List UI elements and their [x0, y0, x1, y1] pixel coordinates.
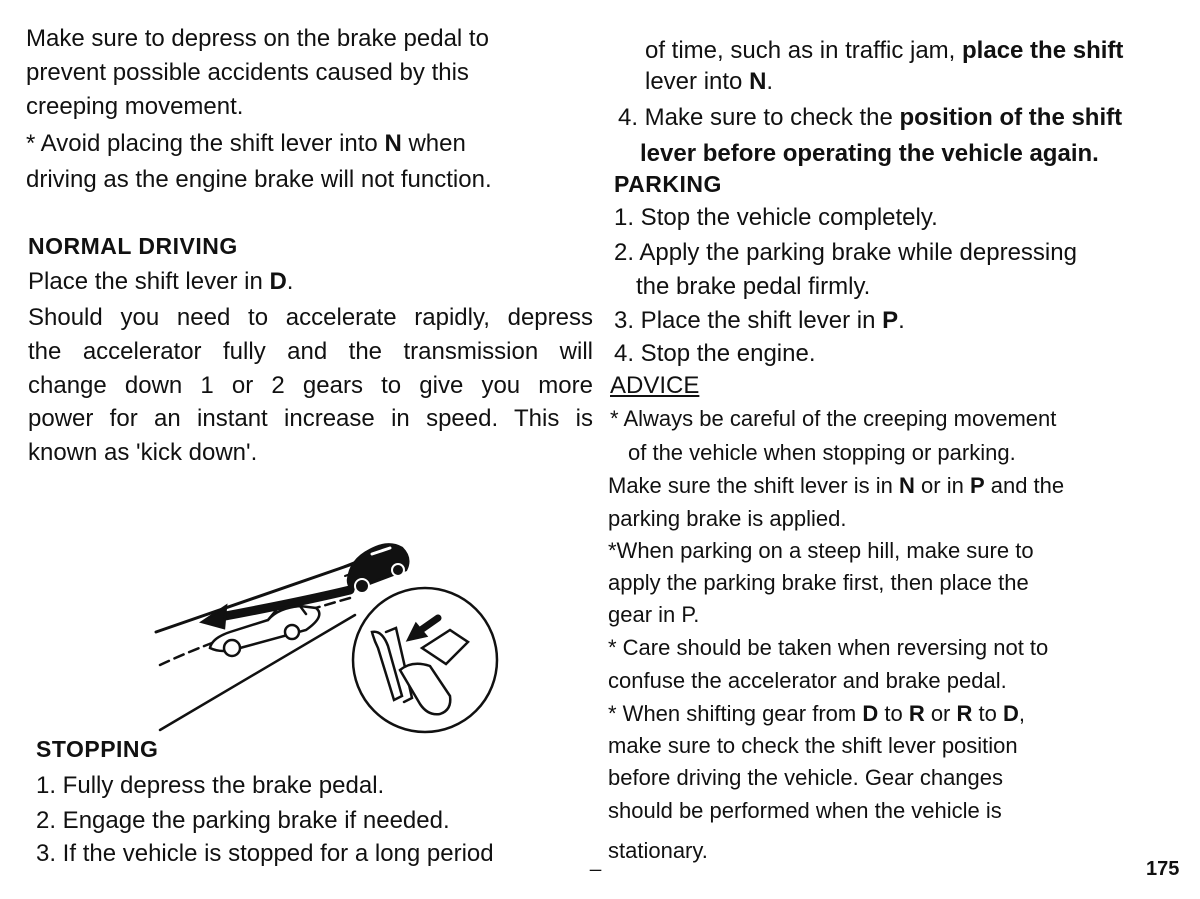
text-run: lever before operating the vehicle again.	[640, 140, 1099, 167]
text-line	[608, 567, 1029, 599]
text-run: N	[899, 473, 915, 498]
text-line	[608, 762, 1003, 794]
text-run: parking brake is applied.	[608, 506, 847, 531]
text-run: stationary.	[608, 838, 708, 863]
text-run: 4. Stop the engine.	[614, 340, 816, 367]
text-run: confuse the accelerator and brake pedal.	[608, 668, 1007, 693]
intro-line	[26, 57, 469, 89]
advice-heading: ADVICE	[610, 372, 700, 399]
text-run: before driving the vehicle. Gear changes	[608, 765, 1004, 790]
text-run: of time, such as in traffic jam,	[645, 37, 963, 64]
text-run: or	[924, 701, 957, 726]
list-item	[614, 237, 1077, 269]
intro-line	[26, 91, 243, 123]
text-run: apply the parking brake first, then place the	[608, 570, 1029, 595]
text-line	[608, 599, 699, 631]
list-item: 3. If the vehicle is stopped for a long period	[36, 840, 494, 867]
parking-heading: PARKING	[614, 171, 722, 197]
text-line	[608, 665, 1007, 697]
text-run: when	[401, 130, 466, 157]
text-run: * When shifting gear from	[608, 701, 863, 726]
paragraph-line: power for an instant increase in speed. This is	[28, 405, 593, 432]
text-run: * Avoid placing the shift lever into	[26, 130, 385, 157]
text-line	[640, 138, 1099, 170]
text-run: 4. Make sure to check the	[618, 104, 900, 131]
list-item	[614, 202, 938, 234]
list-item: 2. Engage the parking brake if needed.	[36, 807, 450, 834]
text-run: or in	[914, 473, 970, 498]
text-run: R	[956, 701, 973, 726]
paragraph-line: change down 1 or 2 gears to give you more	[28, 372, 593, 399]
text-run: Make sure to depress on the brake pedal to	[26, 25, 489, 52]
list-item	[636, 271, 870, 303]
text-line	[608, 470, 1064, 502]
text-run: place the shift	[962, 37, 1124, 64]
normal-driving-heading: NORMAL DRIVING	[28, 233, 238, 259]
text-run: creeping movement.	[26, 93, 244, 120]
paragraph-line: known as 'kick down'.	[28, 439, 258, 466]
text-run: prevent possible accidents caused by this	[26, 59, 469, 86]
text-line	[608, 698, 1025, 730]
text-line	[608, 535, 1034, 567]
text-run: gear in P.	[608, 602, 700, 627]
text-line	[618, 102, 1122, 134]
text-run: to	[972, 701, 1003, 726]
normal-driving-line	[28, 266, 293, 298]
text-line	[608, 632, 1048, 664]
footer-mark: _	[590, 850, 602, 872]
text-line	[610, 403, 1056, 435]
list-item	[614, 338, 816, 370]
page-number: 175	[1146, 858, 1180, 880]
text-line	[645, 35, 1123, 67]
intro-line	[26, 164, 492, 196]
text-line	[608, 795, 1002, 827]
text-run: P	[969, 473, 985, 498]
text-line	[628, 437, 1016, 469]
text-run: .	[766, 68, 774, 95]
text-run: Place the shift lever in	[28, 268, 270, 295]
text-run: D	[862, 701, 879, 726]
text-run: to	[878, 701, 909, 726]
text-run: make sure to check the shift lever position	[608, 733, 1018, 758]
text-run: the brake pedal firmly.	[636, 273, 871, 300]
text-run: N	[384, 130, 402, 157]
kick-down-illustration	[150, 520, 500, 740]
text-run: of the vehicle when stopping or parking.	[628, 440, 1016, 465]
text-run: * Always be careful of the creeping movement	[610, 406, 1057, 431]
text-run: driving as the engine brake will not function.	[26, 166, 492, 193]
text-line	[608, 835, 708, 867]
text-run: and the	[984, 473, 1065, 498]
text-line	[608, 730, 1018, 762]
stopping-heading: STOPPING	[36, 736, 159, 762]
text-run: D	[1002, 701, 1019, 726]
text-run: lever into	[645, 68, 750, 95]
text-run: P	[882, 307, 899, 334]
paragraph-line: the accelerator fully and the transmission will	[28, 338, 593, 365]
text-run: 2. Apply the parking brake while depressing	[614, 239, 1077, 266]
text-line	[608, 503, 846, 535]
text-line	[645, 66, 773, 98]
arrow-head-icon	[202, 606, 226, 628]
text-run: .	[286, 268, 294, 295]
intro-line	[26, 23, 489, 55]
text-run: R	[908, 701, 925, 726]
text-run: ,	[1018, 701, 1025, 726]
text-run: N	[749, 68, 767, 95]
paragraph-line: Should you need to accelerate rapidly, depress	[28, 304, 593, 331]
text-run: 3. Place the shift lever in	[614, 307, 883, 334]
list-item	[614, 305, 905, 337]
text-run: 1. Stop the vehicle completely.	[614, 204, 938, 231]
text-run: position of the shift	[899, 104, 1123, 131]
intro-line	[26, 128, 466, 160]
text-run: *When parking on a steep hill, make sure to	[608, 538, 1034, 563]
black-car-icon	[348, 544, 408, 593]
text-run: .	[898, 307, 905, 334]
text-run: * Care should be taken when reversing not to	[608, 635, 1049, 660]
list-item: 1. Fully depress the brake pedal.	[36, 772, 385, 799]
text-run: Make sure the shift lever is in	[608, 473, 900, 498]
text-run: should be performed when the vehicle is	[608, 798, 1002, 823]
text-run: D	[269, 268, 287, 295]
